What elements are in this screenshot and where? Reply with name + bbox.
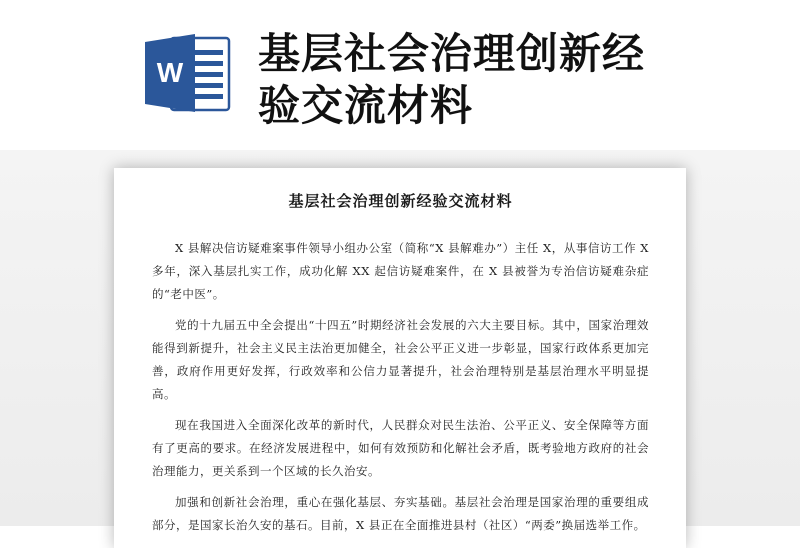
- document-page: [114, 168, 686, 548]
- document-title: 基层社会治理创新经验交流材料: [288, 192, 513, 210]
- headline-line-1: 基层社会治理创新经: [258, 29, 646, 78]
- header-banner: [0, 0, 800, 150]
- document-paragraph: 加强和创新社会治理，重心在强化基层、夯实基础。基层社会治理是国家治理的重要组成部分，是国家长治久安的基石。目前，X 县正在全面推进县村（社区）“两委”换届选举工作。: [152, 495, 649, 532]
- page-headline: [258, 28, 778, 132]
- headline-line-2: 验交流材料: [258, 81, 474, 130]
- word-icon-letter: W: [156, 57, 184, 88]
- document-paragraph: X 县解决信访疑难案事件领导小组办公室（简称“X 县解难办”）主任 X，从事信访工作 X 多年，深入基层扎实工作，成功化解 XX 起信访疑难案件，在 X 县被誉为专治信访疑难杂症的“老中医”。: [152, 241, 649, 301]
- document-paragraph: 现在我国进入全面深化改革的新时代，人民群众对民生法治、公平正义、安全保障等方面有了更高的要求。在经济发展进程中，如何有效预防和化解社会矛盾，既考验地方政府的社会治理能力，更关系到一个区域的长久治安。: [152, 418, 649, 478]
- document-paragraph: 党的十九届五中全会提出“十四五”时期经济社会发展的六大主要目标。其中，国家治理效能得到新提升，社会主义民主法治更加健全，社会公平正义进一步彰显，国家行政体系更加完善，政府作用更好发挥，行政效率和公信力显著提升，社会治理特别是基层治理水平明显提高。: [152, 318, 649, 401]
- word-document-icon: [143, 30, 233, 116]
